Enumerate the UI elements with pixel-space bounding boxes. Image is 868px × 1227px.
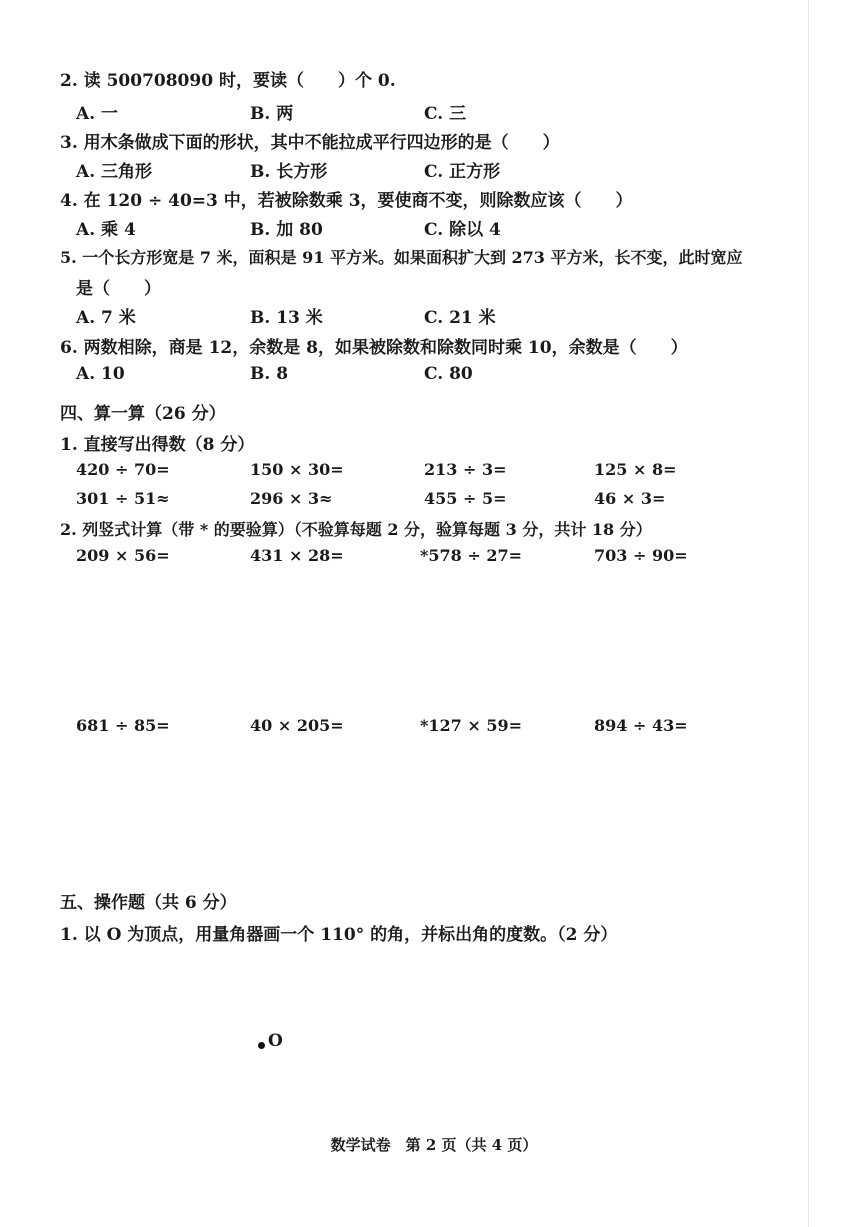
- page-footer: 数学试卷 第 2 页（共 4 页）: [330, 1136, 538, 1154]
- vertical-calc-item: *127 × 59=: [420, 716, 522, 735]
- vertical-calc-item: 40 × 205=: [250, 716, 344, 735]
- section-4-q2-title: 2. 列竖式计算（带 * 的要验算）（不验算每题 2 分，验算每题 3 分，共计 18 分）: [60, 520, 652, 539]
- question-6-option-a: A. 10: [76, 364, 125, 384]
- vertical-calc-item: 894 ÷ 43=: [594, 716, 688, 735]
- vertical-calc-item: 209 × 56=: [76, 546, 170, 565]
- question-4-option-c: C. 除以 4: [424, 220, 501, 240]
- question-3-option-c: C. 正方形: [424, 162, 501, 182]
- vertex-label: O: [268, 1031, 283, 1051]
- vertical-calc-item: 431 × 28=: [250, 546, 344, 565]
- question-4-stem: 4. 在 120 ÷ 40=3 中，若被除数乘 3，要使商不变，则除数应该（ ）: [60, 191, 633, 211]
- oral-calc-item: 296 × 3≈: [250, 489, 333, 508]
- question-2-option-a: A. 一: [76, 104, 119, 124]
- oral-calc-item: 455 ÷ 5=: [424, 489, 507, 508]
- oral-calc-item: 125 × 8=: [594, 460, 677, 479]
- vertical-calc-item: 681 ÷ 85=: [76, 716, 170, 735]
- oral-calc-item: 420 ÷ 70=: [76, 460, 170, 479]
- question-2-stem: 2. 读 500708090 时，要读（ ）个 0.: [60, 71, 396, 91]
- question-6-option-b: B. 8: [250, 364, 289, 384]
- oral-calc-item: 301 ÷ 51≈: [76, 489, 170, 508]
- section-5-q1: 1. 以 O 为顶点，用量角器画一个 110° 的角，并标出角的度数。（2 分）: [60, 925, 618, 945]
- section-4-q1-title: 1. 直接写出得数（8 分）: [60, 435, 255, 455]
- oral-calc-item: 150 × 30=: [250, 460, 344, 479]
- question-5-option-b: B. 13 米: [250, 308, 323, 328]
- question-5-option-c: C. 21 米: [424, 308, 496, 328]
- question-3-stem: 3. 用木条做成下面的形状，其中不能拉成平行四边形的是（ ）: [60, 133, 560, 153]
- question-2-option-c: C. 三: [424, 104, 467, 124]
- vertical-calc-item: 703 ÷ 90=: [594, 546, 688, 565]
- question-6-stem: 6. 两数相除，商是 12，余数是 8，如果被除数和除数同时乘 10，余数是（ ）: [60, 338, 688, 358]
- question-5-stem: 5. 一个长方形宽是 7 米，面积是 91 平方米。如果面积扩大到 273 平方米，长不变，此时宽应: [60, 248, 743, 267]
- oral-calc-item: 46 × 3=: [594, 489, 666, 508]
- question-6-option-c: C. 80: [424, 364, 473, 384]
- question-4-option-a: A. 乘 4: [76, 220, 136, 240]
- question-5-stem-continued: 是（ ）: [76, 279, 161, 299]
- question-4-option-b: B. 加 80: [250, 220, 323, 240]
- question-2-option-b: B. 两: [250, 104, 294, 124]
- vertex-point: [258, 1042, 265, 1049]
- vertical-calc-item: *578 ÷ 27=: [420, 546, 522, 565]
- section-5-title: 五、操作题（共 6 分）: [60, 893, 237, 913]
- question-3-option-b: B. 长方形: [250, 162, 328, 182]
- page-edge: [808, 0, 809, 1227]
- section-4-title: 四、算一算（26 分）: [60, 404, 226, 424]
- oral-calc-item: 213 ÷ 3=: [424, 460, 507, 479]
- question-3-option-a: A. 三角形: [76, 162, 153, 182]
- question-5-option-a: A. 7 米: [76, 308, 136, 328]
